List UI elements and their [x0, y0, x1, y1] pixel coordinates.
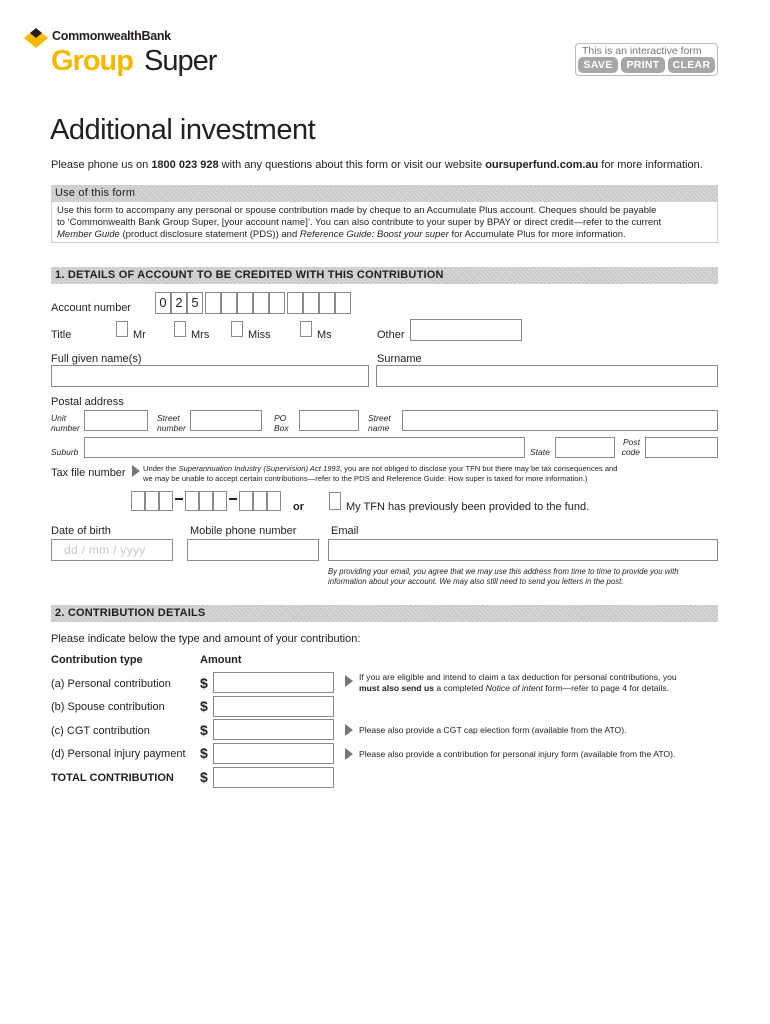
tfn-note: Under the Superannuation Industry (Supervision) Act 1993, you are not obliged to disclose your TFN but there may be tax consequences and we may be unable to accept certain contributions—refer to the PDS and Reference Guide: How super is taxed for more information.) — [143, 464, 618, 483]
title-mr-label: Mr — [133, 329, 146, 341]
account-digit[interactable] — [319, 292, 335, 314]
interactive-form-label: This is an interactive form — [582, 45, 702, 57]
tfn-provided-label: My TFN has previously been provided to the fund. — [346, 501, 590, 513]
use-of-form-body: Use this form to accompany any personal or spouse contribution made by cheque to an Accumulate Plus account. Cheques should be payable to ‘Commonwealth Bank Group Super, [your account name]’. You can also contribute to your super by BPAY or direct credit—refer to the current Member Guide (product disclosure statement (PDS)) and Reference Guide: Boost your super for Accumulate Plus for more information. — [51, 202, 718, 243]
intro-text: Please phone us on 1800 023 928 with any questions about this form or visit our website oursuperfund.com.au for more information. — [51, 159, 703, 171]
account-digit[interactable] — [237, 292, 253, 314]
postcode-label: Post code — [621, 437, 640, 457]
tfn-digit[interactable] — [145, 491, 159, 511]
email-input[interactable] — [328, 539, 718, 561]
currency-symbol: $ — [200, 769, 208, 785]
street-number-label: Street number — [157, 413, 186, 433]
section2-heading: 2. CONTRIBUTION DETAILS — [51, 605, 718, 622]
contribution-row-label: (d) Personal injury payment — [51, 748, 186, 760]
tfn-provided-checkbox[interactable] — [329, 492, 341, 510]
unit-number-label: Unit number — [51, 413, 80, 433]
title-other-label: Other — [377, 329, 405, 341]
contribution-row-label: (c) CGT contribution — [51, 725, 150, 737]
arrow-right-icon — [345, 748, 353, 760]
title-mr-checkbox[interactable] — [116, 321, 128, 337]
title-ms-label: Ms — [317, 329, 332, 341]
tfn-label: Tax file number — [51, 467, 126, 479]
tfn-digit[interactable] — [131, 491, 145, 511]
bank-name: CommonwealthBank — [52, 29, 171, 43]
currency-symbol: $ — [200, 722, 208, 738]
dob-label: Date of birth — [51, 525, 111, 537]
tfn-dash — [229, 498, 237, 500]
account-digit[interactable] — [221, 292, 237, 314]
col-contribution-type: Contribution type — [51, 654, 143, 666]
total-contribution-input[interactable] — [213, 767, 334, 788]
tfn-dash — [175, 498, 183, 500]
dob-placeholder: dd / mm / yyyy — [64, 543, 146, 557]
tfn-digit[interactable] — [253, 491, 267, 511]
po-box-input[interactable] — [299, 410, 359, 431]
print-button[interactable]: PRINT — [621, 57, 665, 73]
title-miss-checkbox[interactable] — [231, 321, 243, 337]
email-note: By providing your email, you agree that we may use this address from time to time to provide you with information about your account. We may also still need to send you letters in the post. — [328, 567, 679, 586]
tfn-digit[interactable] — [185, 491, 199, 511]
title-ms-checkbox[interactable] — [300, 321, 312, 337]
personal-injury-input[interactable] — [213, 743, 334, 764]
surname-input[interactable] — [376, 365, 718, 387]
suburb-input[interactable] — [84, 437, 525, 458]
total-contribution-label: TOTAL CONTRIBUTION — [51, 772, 174, 784]
account-digit[interactable] — [253, 292, 269, 314]
given-names-label: Full given name(s) — [51, 353, 142, 365]
arrow-right-icon — [345, 675, 353, 687]
account-number-label: Account number — [51, 302, 132, 314]
tfn-digit[interactable] — [239, 491, 253, 511]
website-link[interactable]: oursuperfund.com.au — [485, 159, 599, 171]
title-mrs-label: Mrs — [191, 329, 210, 341]
state-label: State — [530, 447, 550, 457]
currency-symbol: $ — [200, 698, 208, 714]
given-names-input[interactable] — [51, 365, 369, 387]
title-label: Title — [51, 329, 72, 341]
save-button[interactable]: SAVE — [578, 57, 618, 73]
suburb-label: Suburb — [51, 447, 79, 457]
cgt-contribution-input[interactable] — [213, 719, 334, 740]
tfn-or-label: or — [293, 501, 304, 513]
title-other-input[interactable] — [410, 319, 522, 341]
diamond-logo-icon — [24, 28, 48, 48]
street-name-label: Street name — [368, 413, 391, 433]
account-digit[interactable] — [269, 292, 285, 314]
personal-contribution-input[interactable] — [213, 672, 334, 693]
account-digit[interactable] — [335, 292, 351, 314]
email-label: Email — [331, 525, 359, 537]
arrow-right-icon — [345, 724, 353, 736]
po-box-label: PO Box — [274, 413, 289, 433]
contribution-instruction: Please indicate below the type and amount of your contribution: — [51, 633, 361, 645]
col-amount: Amount — [200, 654, 242, 666]
surname-label: Surname — [377, 353, 422, 365]
account-digit[interactable] — [287, 292, 303, 314]
use-of-form-heading: Use of this form — [51, 185, 718, 202]
product-name-group: Group — [51, 45, 133, 77]
account-number-boxes — [155, 292, 355, 314]
tfn-digit[interactable] — [267, 491, 281, 511]
title-miss-label: Miss — [248, 329, 271, 341]
mobile-input[interactable] — [187, 539, 319, 561]
state-input[interactable] — [555, 437, 615, 458]
page-title: Additional investment — [50, 114, 316, 146]
spouse-contribution-input[interactable] — [213, 696, 334, 717]
currency-symbol: $ — [200, 745, 208, 761]
account-digit[interactable] — [205, 292, 221, 314]
tfn-boxes — [131, 491, 281, 511]
street-name-input[interactable] — [402, 410, 718, 431]
unit-number-input[interactable] — [84, 410, 148, 431]
currency-symbol: $ — [200, 675, 208, 691]
postal-address-label: Postal address — [51, 396, 124, 408]
phone-number: 1800 023 928 — [151, 159, 219, 171]
tfn-digit[interactable] — [159, 491, 173, 511]
account-digit[interactable] — [303, 292, 319, 314]
clear-button[interactable]: CLEAR — [668, 57, 715, 73]
product-name-super: Super — [144, 45, 217, 77]
contribution-row-label: (a) Personal contribution — [51, 678, 171, 690]
note-personal: If you are eligible and intend to claim a tax deduction for personal contributions, you must also send us a completed Notice of intent form—refer to page 4 for details. — [359, 672, 677, 693]
note-personal-injury: Please also provide a contribution for personal injury form (available from the ATO). — [359, 749, 676, 759]
account-digit[interactable]: 2 — [171, 292, 187, 314]
section1-heading: 1. DETAILS OF ACCOUNT TO BE CREDITED WITH THIS CONTRIBUTION — [51, 267, 718, 284]
note-cgt: Please also provide a CGT cap election form (available from the ATO). — [359, 725, 627, 735]
postcode-input[interactable] — [645, 437, 718, 458]
account-digit[interactable]: 5 — [187, 292, 203, 314]
contribution-row-label: (b) Spouse contribution — [51, 701, 165, 713]
account-digit[interactable]: 0 — [155, 292, 171, 314]
street-number-input[interactable] — [190, 410, 262, 431]
dob-input[interactable] — [51, 539, 173, 561]
mobile-label: Mobile phone number — [190, 525, 297, 537]
tfn-digit[interactable] — [199, 491, 213, 511]
tfn-digit[interactable] — [213, 491, 227, 511]
title-mrs-checkbox[interactable] — [174, 321, 186, 337]
arrow-right-icon — [132, 465, 140, 477]
